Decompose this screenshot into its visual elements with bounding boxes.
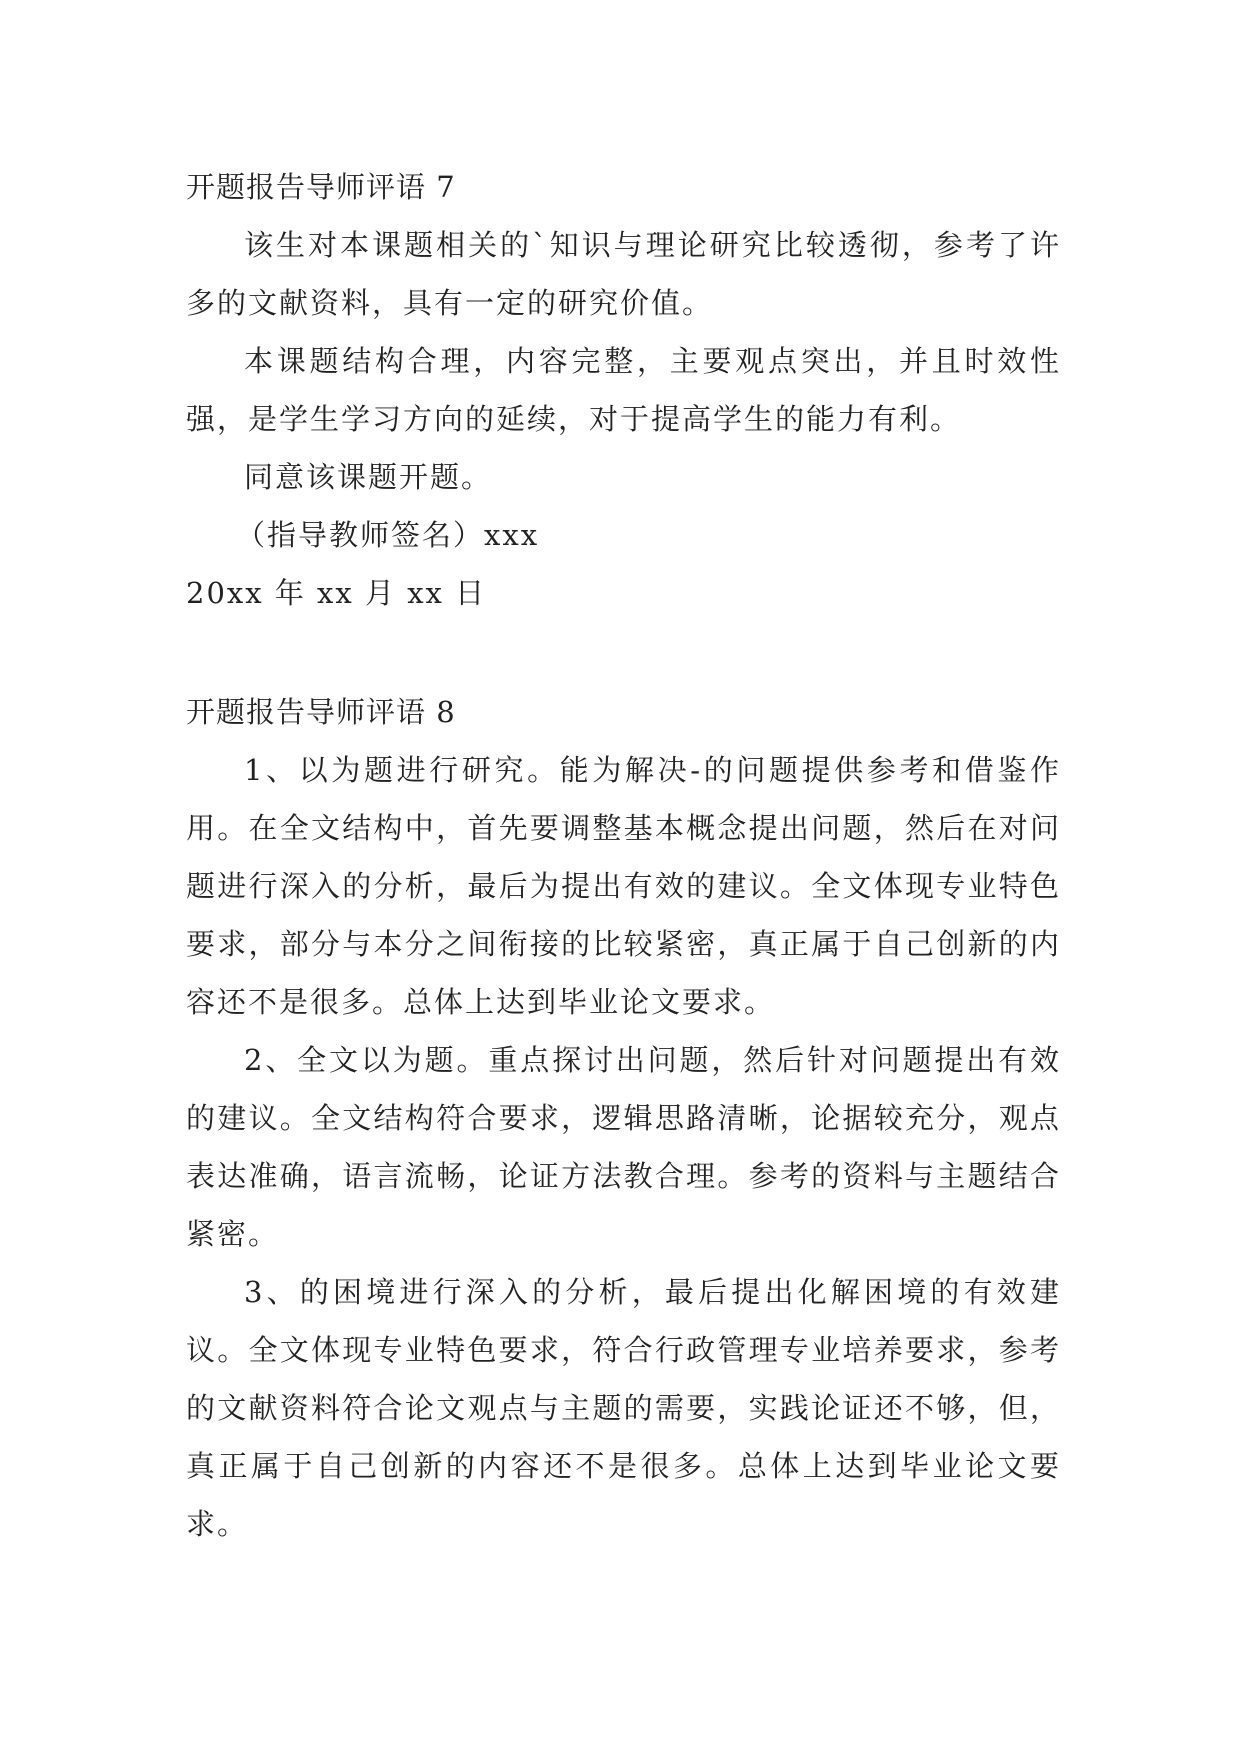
paragraph: 1、以为题进行研究。能为解决-的问题提供参考和借鉴作用。在全文结构中，首先要调整基本概念提出问题，然后在对问题进行深入的分析，最后为提出有效的建议。全文体现专业特色要求，部分与本分之间衔接的比较紧密，真正属于自己创新的内容还不是很多。总体上达到毕业论文要求。 xyxy=(186,753,1061,1019)
section-title: 开题报告导师评语 7 xyxy=(186,170,456,204)
comment-section-8 xyxy=(186,683,1061,1553)
agree-statement: 同意该课题开题。 xyxy=(244,460,493,494)
paragraph: 本课题结构合理，内容完整，主要观点突出，并且时效性强，是学生学习方向的延续，对于提高学生的能力有利。 xyxy=(186,344,1061,436)
paragraph: 3、的困境进行深入的分析，最后提出化解困境的有效建议。全文体现专业特色要求，符合行政管理专业培养要求，参考的文献资料符合论文观点与主题的需要，实践论证还不够，但，真正属于自己创新的内容还不是很多。总体上达到毕业论文要求。 xyxy=(186,1275,1061,1541)
paragraph: 该生对本课题相关的`知识与理论研究比较透彻，参考了许多的文献资料，具有一定的研究价值。 xyxy=(186,228,1061,320)
advisor-signature: （指导教师签名）xxx xyxy=(236,518,540,552)
signature-date: 20xx 年 xx 月 xx 日 xyxy=(186,576,487,610)
comment-section-7 xyxy=(186,158,1061,622)
section-title: 开题报告导师评语 8 xyxy=(186,695,456,729)
paragraph: 2、全文以为题。重点探讨出问题，然后针对问题提出有效的建议。全文结构符合要求，逻辑思路清晰，论据较充分，观点表达准确，语言流畅，论证方法教合理。参考的资料与主题结合紧密。 xyxy=(186,1043,1061,1251)
